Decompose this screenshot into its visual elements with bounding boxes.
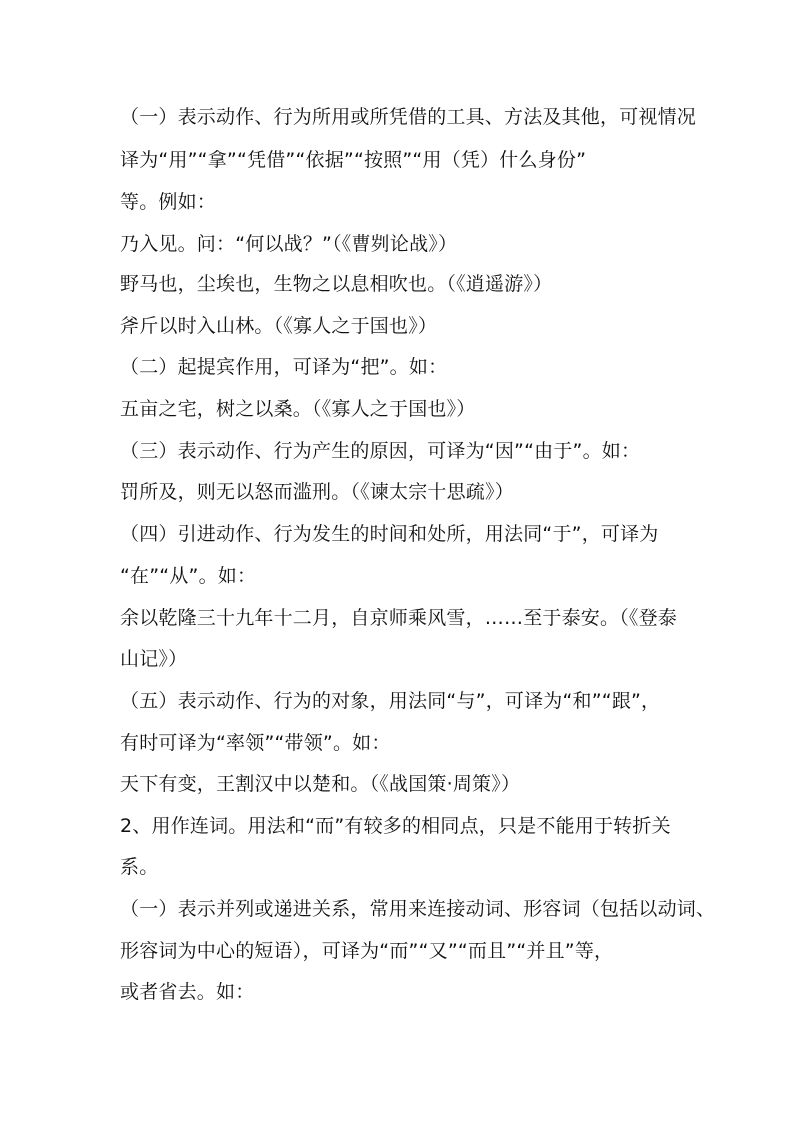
text-line: 罚所及，则无以怒而滥刑。（《谏太宗十思疏》）	[120, 481, 514, 503]
text-line: 或者省去。如：	[120, 981, 255, 1003]
text-line: 2、用作连词。用法和“而”有较多的相同点，只是不能用于转折关	[120, 815, 671, 837]
text-line: （二）起提宾作用，可译为“把”。如：	[120, 356, 448, 378]
text-line: （四）引进动作、行为发生的时间和处所，用法同“于”，可译为	[120, 523, 659, 545]
text-line: 余以乾隆三十九年十二月，自京师乘风雪，……至于泰安。（《登泰	[120, 607, 678, 629]
text-line: 有时可译为“率领”“带领”。如：	[120, 732, 391, 754]
text-line: 系。	[120, 856, 159, 878]
text-line: 五亩之宅，树之以桑。（《寡人之于国也》）	[120, 398, 476, 420]
text-line: 斧斤以时入山林。（《寡人之于国也》）	[120, 315, 438, 337]
text-line: 等。例如：	[120, 191, 217, 213]
text-line: 山记》）	[120, 648, 188, 670]
text-line: “在”“从”。如：	[120, 565, 257, 587]
text-line: 野马也，尘埃也，生物之以息相吹也。（《逍遥游》）	[120, 273, 553, 295]
text-line: （五）表示动作、行为的对象，用法同“与”，可译为“和”“跟”，	[120, 690, 661, 712]
text-line: 形容词为中心的短语），可译为“而”“又”“而且”“并且”等，	[120, 940, 614, 962]
text-line: 天下有变，王割汉中以楚和。（《战国策·周策》）	[120, 773, 521, 795]
text-line: （一）表示动作、行为所用或所凭借的工具、方法及其他，可视情况	[120, 106, 697, 128]
text-line: 乃入见。问：“何以战？”（《曹刿论战》）	[120, 233, 458, 255]
text-line: 译为“用”“拿”“凭借”“依据”“按照”“用（凭）什么身份”	[120, 149, 587, 171]
text-line: （三）表示动作、行为产生的原因，可译为“因”“由于”。如：	[120, 440, 641, 462]
text-line: （一）表示并列或递进关系，常用来连接动词、形容词（包括以动词、	[120, 898, 716, 920]
